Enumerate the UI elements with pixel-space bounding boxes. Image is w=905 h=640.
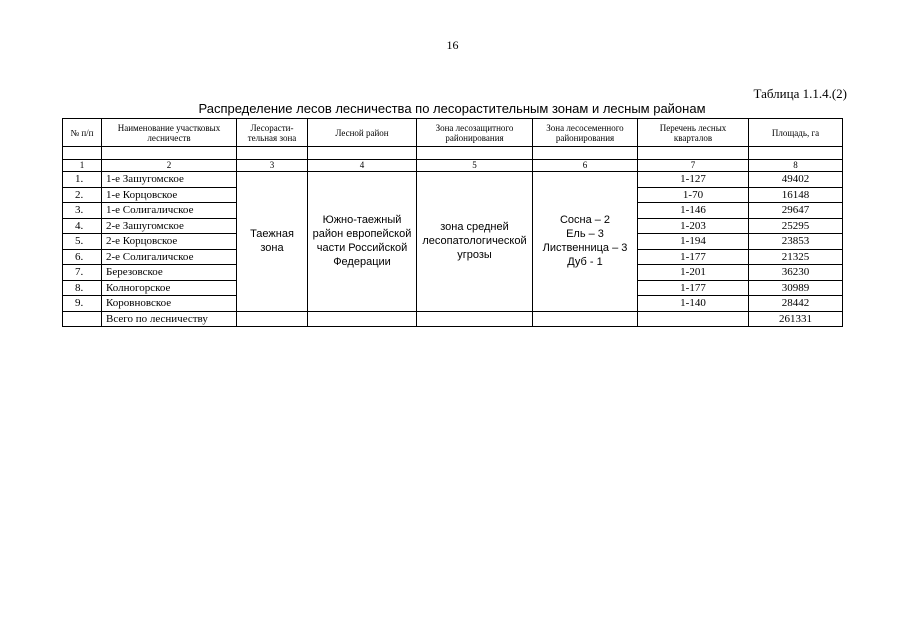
total-blank <box>63 311 102 326</box>
blank-cell <box>638 147 749 160</box>
quarters-range: 1-194 <box>638 234 749 250</box>
forestry-name: Колногорское <box>102 280 237 296</box>
forestry-name: 2-е Солигаличское <box>102 249 237 265</box>
forestry-name: 1-е Зашугомское <box>102 172 237 188</box>
blank-cell <box>308 147 417 160</box>
forest-region-cell: Южно-таежный район европейской части Российской Федерации <box>308 172 417 312</box>
header-protection-zone: Зона лесозащитного районирования <box>417 119 533 147</box>
column-number: 4 <box>308 160 417 172</box>
forest-zone-cell: Таежная зона <box>237 172 308 312</box>
header-number: № п/п <box>63 119 102 147</box>
area-value: 21325 <box>749 249 843 265</box>
blank-cell <box>533 147 638 160</box>
forest-distribution-table <box>62 118 843 327</box>
total-blank <box>237 311 308 326</box>
row-number: 4. <box>63 218 102 234</box>
header-area: Площадь, га <box>749 119 843 147</box>
forestry-name: Коровновское <box>102 296 237 312</box>
quarters-range: 1-70 <box>638 187 749 203</box>
quarters-range: 1-177 <box>638 249 749 265</box>
area-value: 29647 <box>749 203 843 219</box>
row-number: 2. <box>63 187 102 203</box>
row-number: 5. <box>63 234 102 250</box>
quarters-range: 1-127 <box>638 172 749 188</box>
area-value: 16148 <box>749 187 843 203</box>
header-region: Лесной район <box>308 119 417 147</box>
blank-cell <box>102 147 237 160</box>
forestry-name: 2-е Корцовское <box>102 234 237 250</box>
blank-cell <box>417 147 533 160</box>
row-number: 1. <box>63 172 102 188</box>
column-number: 1 <box>63 160 102 172</box>
row-number: 8. <box>63 280 102 296</box>
blank-row <box>63 147 843 160</box>
blank-cell <box>749 147 843 160</box>
forestry-name: Березовское <box>102 265 237 281</box>
page-number: 16 <box>446 38 459 52</box>
forestry-name: 1-е Корцовское <box>102 187 237 203</box>
column-number: 8 <box>749 160 843 172</box>
area-value: 49402 <box>749 172 843 188</box>
column-number-row <box>63 160 843 172</box>
header-name: Наименование участковых лесничеств <box>102 119 237 147</box>
blank-cell <box>63 147 102 160</box>
quarters-range: 1-201 <box>638 265 749 281</box>
row-number: 9. <box>63 296 102 312</box>
column-number: 5 <box>417 160 533 172</box>
area-value: 28442 <box>749 296 843 312</box>
row-number: 6. <box>63 249 102 265</box>
seed-zone-line: Лиственница – 3 <box>542 242 628 255</box>
protection-zone-cell: зона средней лесопатологической угрозы <box>417 172 533 312</box>
quarters-range: 1-140 <box>638 296 749 312</box>
seed-zone-line: Сосна – 2 <box>559 214 611 227</box>
forestry-name: 2-е Зашугомское <box>102 218 237 234</box>
area-value: 25295 <box>749 218 843 234</box>
total-label: Всего по лесничеству <box>102 311 237 326</box>
blank-cell <box>237 147 308 160</box>
area-value: 23853 <box>749 234 843 250</box>
column-number: 2 <box>102 160 237 172</box>
seed-zone-cell <box>533 172 638 312</box>
row-number: 7. <box>63 265 102 281</box>
total-blank <box>638 311 749 326</box>
area-value: 36230 <box>749 265 843 281</box>
area-value: 30989 <box>749 280 843 296</box>
forestry-name: 1-е Солигаличское <box>102 203 237 219</box>
seed-zone-line: Ель – 3 <box>566 228 604 241</box>
table-label: Таблица 1.1.4.(2) <box>753 86 847 101</box>
row-number: 3. <box>63 203 102 219</box>
header-zone: Лесорасти-тельная зона <box>237 119 308 147</box>
quarters-range: 1-203 <box>638 218 749 234</box>
header-row <box>63 119 843 147</box>
header-quarters: Перечень лесных кварталов <box>638 119 749 147</box>
table-title: Распределение лесов лесничества по лесорастительным зонам и лесным районам <box>198 101 706 116</box>
column-number: 6 <box>533 160 638 172</box>
seed-zone-line: Дуб - 1 <box>567 256 603 269</box>
quarters-range: 1-177 <box>638 280 749 296</box>
table-row <box>63 172 843 188</box>
quarters-range: 1-146 <box>638 203 749 219</box>
total-row <box>63 311 843 326</box>
column-number: 3 <box>237 160 308 172</box>
total-blank <box>308 311 417 326</box>
total-blank <box>417 311 533 326</box>
column-number: 7 <box>638 160 749 172</box>
total-area: 261331 <box>749 311 843 326</box>
header-seed-zone: Зона лесосеменного районирования <box>533 119 638 147</box>
total-blank <box>533 311 638 326</box>
